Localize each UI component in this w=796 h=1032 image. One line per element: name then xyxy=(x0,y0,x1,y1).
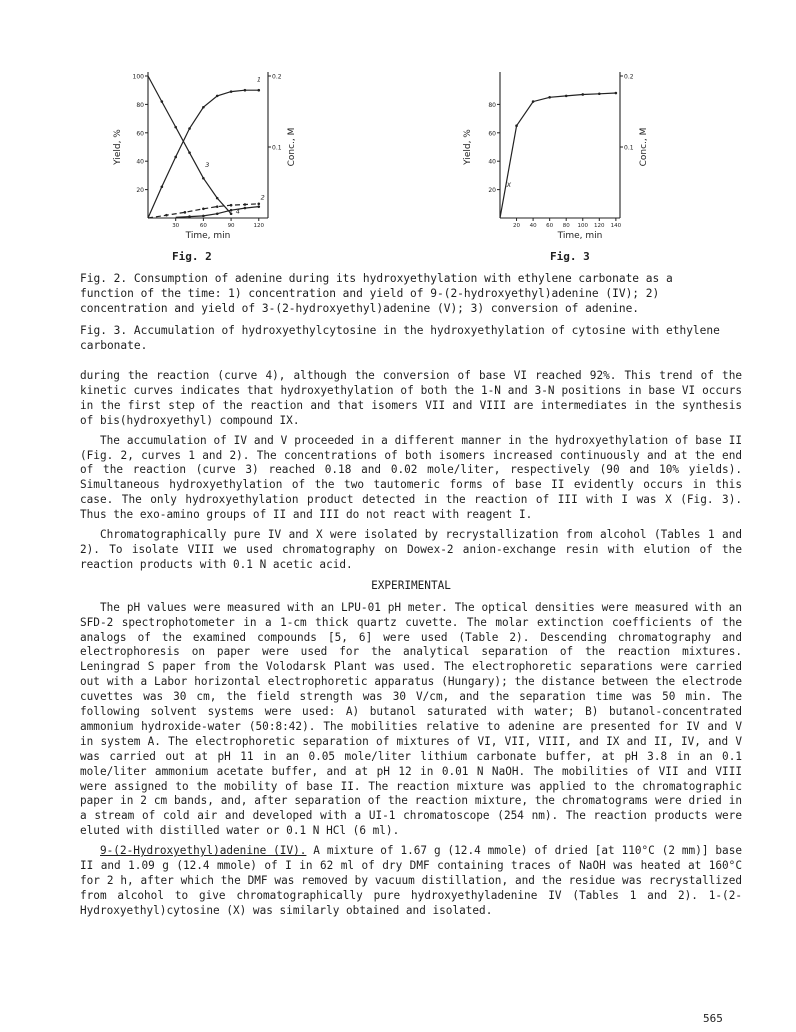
section-heading: EXPERIMENTAL xyxy=(371,578,451,592)
paragraph-2: The accumulation of IV and V proceeded in a different manner in the hydroxyethylation of base II (Fig. 2, curves 1 and 2). The concentrations of both isomers increased continuously and at the end of the reaction (curve 3) reached 0.18 and 0.02 mole/liter, respectively (90 and 10% yields). Simultaneous hydroxyethylation of the two tautomeric forms of base II evidently occurs in this case. The only hydroxyethylation product detected in the reaction of III with I was X (Fig. 3). Thus the exo-amino groups of II and III do not react with reagent I. xyxy=(80,433,742,522)
figure-captions xyxy=(80,271,726,353)
fig2-series-3-point xyxy=(216,197,219,200)
fig2-series-4-point xyxy=(188,215,191,218)
fig2-series-1-line xyxy=(148,90,259,218)
fig2-series-1-point xyxy=(202,106,205,109)
fig2-series-2-point xyxy=(202,207,205,210)
fig3-series-X-point xyxy=(565,95,568,98)
fig2-x-tick-label: 60 xyxy=(199,223,207,229)
fig3-series-X-point xyxy=(532,100,535,103)
fig2-y-tick-label-right: 0.2 xyxy=(272,73,282,81)
fig3-series-X-point xyxy=(581,93,584,96)
fig2-y-axis-label-left: Yield, % xyxy=(113,129,123,165)
figure-2-caption: Fig. 2. Consumption of adenine during its hydroxyethylation with ethylene carbonate as a function of the time: 1) concentration and yield of 9-(2-hydroxyethyl)adenine (IV); 2) concentration and yield of 3-(2-hydroxyethyl)adenine (V); 3) conversion of adenine. xyxy=(80,272,673,316)
fig3-y-tick-label-left: 80 xyxy=(488,101,496,109)
fig2-y-tick-label-left: 80 xyxy=(136,101,144,109)
fig3-y-axis-label-right: Conc., M xyxy=(639,127,649,167)
figure-2 xyxy=(100,58,300,248)
page-number: 565 xyxy=(703,1012,723,1025)
fig3-series-X-point xyxy=(548,96,551,99)
figure-2-chart xyxy=(100,58,300,248)
fig2-y-tick-label-right: 0.1 xyxy=(272,144,282,152)
fig2-series-1-point xyxy=(244,89,247,92)
fig2-series-3-point xyxy=(161,100,164,103)
fig2-series-1-point xyxy=(188,127,191,130)
body-text xyxy=(80,369,742,924)
fig3-x-tick-label: 140 xyxy=(610,223,622,229)
fig2-series-4-point xyxy=(230,209,233,212)
fig2-series-2-point xyxy=(216,205,219,208)
paragraph-4: The pH values were measured with an LPU-01 pH meter. The optical densities were measured with an SFD-2 spectrophotometer in a 1-cm thick quartz cuvette. The molar extinction coefficients of the analogs of the examined compounds [5, 6] were used (Table 2). Descending chromatography and electrophoresis on paper were used for the analytical separation of the reaction mixtures. Leningrad S paper from the Volodarsk Plant was used. The electrophoretic separations were carried out with a Labor horizontal electrophoretic apparatus (Hungary); the distance between the electrode cuvettes was 30 cm, the field strength was 30 V/cm, and the separation time was 50 min. The following solvent systems were used: A) butanol saturated with water; B) butanol-concentrated ammonium hydroxide-water (50:8:42). The mobilities relative to adenine are presented for IV and V in system A. The electrophoretic separation of mixtures of VI, VII, VIII, and IX and II, IV, and V was carried out at pH 11 in an 0.05 mole/liter lithium carbonate buffer, at pH 3.8 in an 0.1 mole/liter ammonium acetate buffer, and at pH 12 in 0.01 N NaOH. The mobilities of VII and VIII were assigned to the mobility of base II. The reaction mixture was applied to the chromatographic paper in 2 cm bands, and, after separation of the reaction mixture, the chromatograms were dried in a stream of cold air and developed with a UI-1 chromatoscope (254 nm). The reaction products were eluted with distilled water or 0.1 N HCl (6 ml). xyxy=(80,600,742,838)
fig3-y-tick-label-left: 40 xyxy=(488,158,496,166)
fig2-curve-label-1: 1 xyxy=(256,75,262,84)
fig3-series-X-point xyxy=(598,92,601,95)
paragraph-3: Chromatographically pure IV and X were isolated by recrystallization from alcohol (Tables 1 and 2). To isolate VIII we used chromatography on Dowex-2 anion-exchange resin with elution of the reaction products with 0.1 N acetic acid. xyxy=(80,528,742,571)
fig2-y-tick-label-left: 40 xyxy=(136,158,144,166)
paragraph-1: during the reaction (curve 4), although the conversion of base VI reached 92%. This trend of the kinetic curves indicates that hydroxyethylation of both the 1-N and 3-N positions in base VI occurs in the first step of the reaction and that isomers VII and VIII are intermediates in the synthesis of bis(hydroxyethyl) compound IX. xyxy=(80,369,742,427)
fig3-x-tick-label: 120 xyxy=(594,223,605,229)
fig3-y-tick-label-left: 20 xyxy=(488,187,496,195)
figure-3-caption: Fig. 3. Accumulation of hydroxyethylcytosine in the hydroxyethylation of cytosine with ethylene carbonate. xyxy=(80,323,720,352)
fig2-series-2-point xyxy=(165,214,168,217)
fig2-series-3-line xyxy=(148,76,231,214)
paragraph-5-title: 9-(2-Hydroxyethyl)adenine (IV). xyxy=(100,844,307,858)
fig2-series-3-point xyxy=(174,126,177,129)
fig2-y-tick-label-left: 20 xyxy=(136,187,144,195)
fig2-series-1-point xyxy=(174,156,177,159)
fig3-x-tick-label: 60 xyxy=(546,223,554,229)
fig2-series-1-point xyxy=(161,185,164,188)
fig3-y-tick-label-right: 0.1 xyxy=(624,144,634,152)
fig2-series-4-point xyxy=(216,212,219,215)
fig2-series-2-point xyxy=(257,203,260,206)
paragraph-5 xyxy=(80,844,742,919)
fig2-series-4-point xyxy=(244,207,247,210)
fig2-series-1-point xyxy=(257,89,260,92)
fig2-series-3-point xyxy=(202,177,205,180)
figure-3-chart xyxy=(460,58,660,248)
fig2-series-4-point xyxy=(257,205,260,208)
fig3-y-tick-label-left: 60 xyxy=(488,130,496,138)
fig2-y-tick-label-left: 100 xyxy=(132,73,144,81)
fig2-series-3-point xyxy=(230,212,233,215)
fig2-series-4-point xyxy=(202,215,205,218)
fig3-series-X-point xyxy=(515,124,518,127)
fig2-series-1-point xyxy=(216,95,219,98)
figure-3-label: Fig. 3 xyxy=(550,250,590,263)
fig2-x-tick-label: 120 xyxy=(253,223,265,229)
fig3-x-tick-label: 100 xyxy=(577,223,589,229)
fig2-curve-label-4: 4 xyxy=(235,207,240,216)
fig3-x-tick-label: 80 xyxy=(562,223,570,229)
fig3-x-tick-label: 40 xyxy=(529,223,537,229)
paragraph-5-text: A mixture of 1.67 g (12.4 mmole) of dried [at 110°C (2 mm)] base II and 1.09 g (12.4 mmole) of I in 62 ml of dry DMF containing traces of NaOH was heated at 160°C for 2 h, after which the DMF was removed by vacuum distillation, and the residue was recrystallized from alcohol to give chromatographically pure hydroxyethyladenine IV (Tables 1 and 2). 1-(2-Hydroxyethyl)cytosine (X) was similarly obtained and isolated. xyxy=(80,844,742,917)
fig2-x-tick-label: 30 xyxy=(172,223,180,229)
figure-3 xyxy=(460,58,660,248)
fig2-series-3-point xyxy=(188,151,191,154)
fig2-x-tick-label: 90 xyxy=(227,223,235,229)
fig3-y-tick-label-right: 0.2 xyxy=(624,73,634,81)
fig3-x-tick-label: 20 xyxy=(513,223,521,229)
fig2-curve-label-3: 3 xyxy=(205,160,210,169)
fig2-series-2-point xyxy=(230,204,233,207)
figure-2-label: Fig. 2 xyxy=(172,250,212,263)
fig2-series-2-point xyxy=(244,203,247,206)
fig3-y-axis-label-left: Yield, % xyxy=(463,129,473,165)
fig2-y-axis-label-right: Conc., M xyxy=(287,127,297,167)
fig2-series-2-point xyxy=(184,211,187,214)
fig2-curve-label-2: 2 xyxy=(260,193,265,202)
fig3-series-X-line xyxy=(500,93,616,218)
fig3-curve-label-X: X xyxy=(506,180,512,189)
fig3-x-axis-label: Time, min xyxy=(557,231,603,241)
fig2-y-tick-label-left: 60 xyxy=(136,130,144,138)
fig2-x-axis-label: Time, min xyxy=(185,231,231,241)
fig3-series-X-point xyxy=(615,92,618,95)
fig2-series-1-point xyxy=(230,90,233,93)
